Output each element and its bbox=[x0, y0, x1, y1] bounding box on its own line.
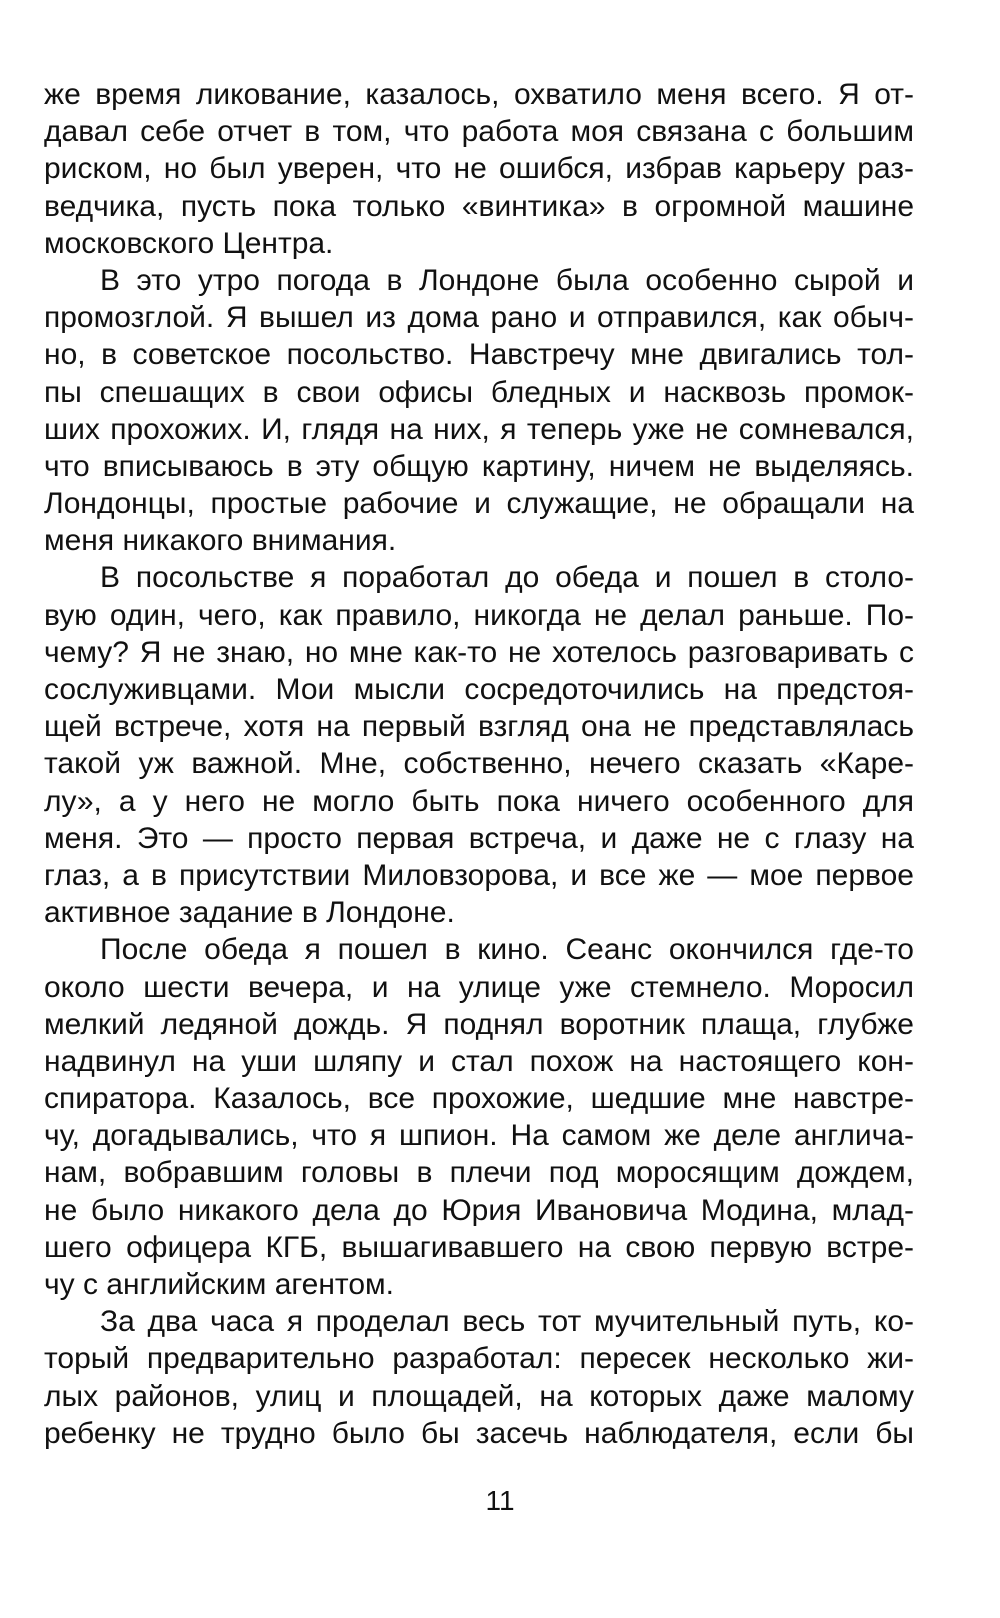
text-line: московского Центра. bbox=[44, 226, 334, 260]
text-line: же время ликование, казалось, охватило меня всего. Я от- bbox=[44, 78, 914, 111]
text-line: щей встрече, хотя на первый взгляд она не представлялась bbox=[44, 710, 914, 744]
text-line: вую один, чего, как правило, никогда не делал раньше. По- bbox=[44, 598, 914, 632]
text-line: сослуживцами. Мои мысли сосредоточились на предстоя- bbox=[44, 673, 914, 706]
text-line: промозглой. Я вышел из дома рано и отправился, как обыч- bbox=[44, 301, 914, 335]
text-line: что вписываюсь в эту общую картину, ничем не выделяясь. bbox=[44, 449, 914, 483]
text-line: ведчика, пусть пока только «винтика» в огромной машине bbox=[44, 189, 914, 223]
text-line: активное задание в Лондоне. bbox=[44, 896, 455, 930]
text-line: около шести вечера, и на улице уже стемнело. Моросил bbox=[44, 970, 914, 1004]
text-line: но, в советское посольство. Навстречу мне двигались тол- bbox=[44, 338, 914, 372]
text-line: Лондонцы, простые рабочие и служащие, не обращали на bbox=[44, 487, 914, 521]
text-line: ших прохожих. И, глядя на них, я теперь уже не сомневался, bbox=[44, 412, 914, 446]
text-line: глаз, а в присутствии Миловзорова, и все же — мое первое bbox=[44, 858, 914, 892]
text-line: спиратора. Казалось, все прохожие, шедшие мне навстре- bbox=[44, 1082, 914, 1116]
text-line: После обеда я пошел в кино. Сеанс окончился где-то bbox=[100, 933, 914, 967]
text-line: лу», а у него не могло быть пока ничего особенного для bbox=[44, 784, 914, 818]
text-line: В посольстве я поработал до обеда и пошел в столо- bbox=[100, 561, 914, 595]
text-line: торый предварительно разработал: пересек несколько жи- bbox=[44, 1342, 914, 1376]
text-line: риском, но был уверен, что не ошибся, избрав карьеру раз- bbox=[44, 152, 914, 186]
text-line: давал себе отчет в том, что работа моя связана с большим bbox=[44, 115, 914, 149]
text-line: В это утро погода в Лондоне была особенно сырой и bbox=[100, 263, 914, 297]
text-line: шего офицера КГБ, вышагивавшего на свою первую встре- bbox=[44, 1230, 914, 1264]
text-line: не было никакого дела до Юрия Ивановича Модина, млад- bbox=[44, 1193, 914, 1227]
text-line: За два часа я проделал весь тот мучительный путь, ко- bbox=[100, 1305, 914, 1339]
text-line: меня никакого внимания. bbox=[44, 524, 397, 558]
text-line: чу, догадывались, что я шпион. На самом же деле англича- bbox=[44, 1119, 914, 1153]
text-line: чему? Я не знаю, но мне как-то не хотелось разговаривать с bbox=[44, 635, 914, 669]
text-line: пы спешащих в свои офисы бледных и насквозь промок- bbox=[44, 375, 914, 409]
text-line: мелкий ледяной дождь. Я поднял воротник плаща, глубже bbox=[44, 1007, 914, 1041]
text-line: надвинул на уши шляпу и стал похож на настоящего кон- bbox=[44, 1044, 914, 1078]
text-line: чу с английским агентом. bbox=[44, 1268, 394, 1301]
text-line: нам, вобравшим головы в плечи под моросящим дождем, bbox=[44, 1156, 914, 1190]
text-line: меня. Это — просто первая встреча, и даже не с глазу на bbox=[44, 821, 914, 855]
body-text bbox=[44, 76, 914, 1452]
text-line: такой уж важной. Мне, собственно, нечего сказать «Каре- bbox=[44, 747, 914, 781]
text-line: ребенку не трудно было бы засечь наблюдателя, если бы bbox=[44, 1416, 914, 1450]
page-number: 11 bbox=[485, 1485, 515, 1516]
text-line: лых районов, улиц и площадей, на которых даже малому bbox=[44, 1379, 914, 1413]
